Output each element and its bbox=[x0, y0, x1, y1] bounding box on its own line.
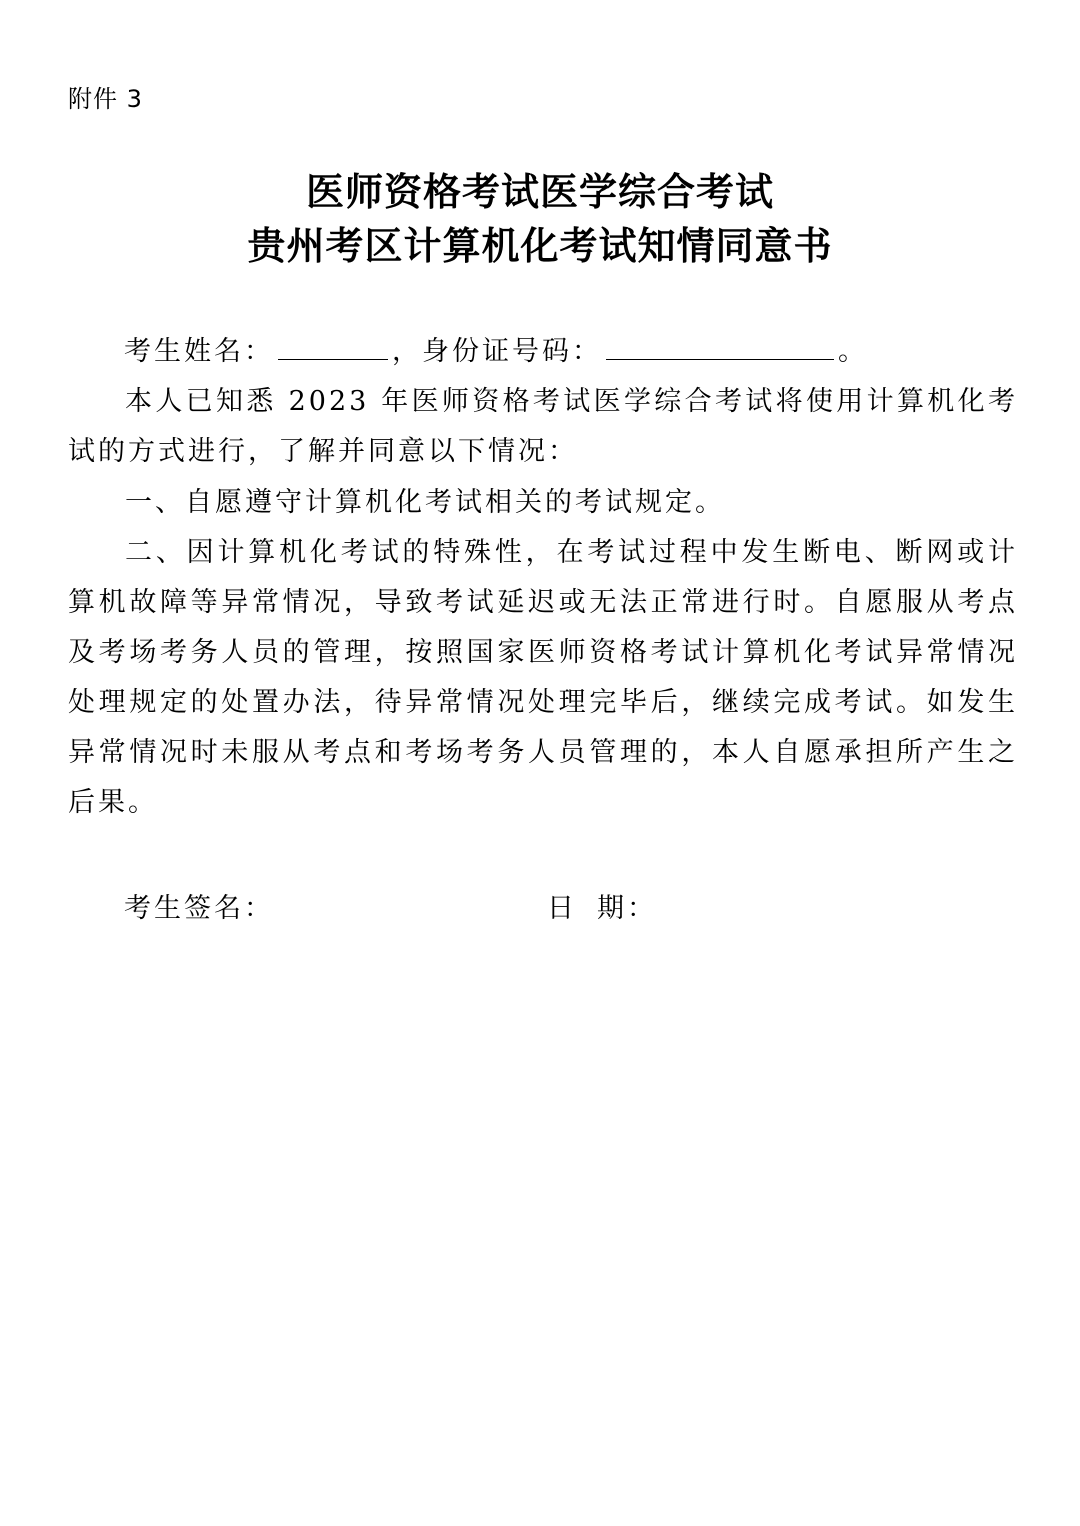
date-label-char2: 期： bbox=[597, 893, 657, 924]
document-title-line1: 医师资格考试医学综合考试 bbox=[305, 169, 774, 214]
name-label: 考生姓名： bbox=[124, 336, 274, 367]
document-title-line2: 贵州考区计算机化考试知情同意书 bbox=[247, 223, 833, 268]
candidate-info-line bbox=[124, 327, 868, 377]
intro-paragraph: 本人已知悉 2023 年医师资格考试医学综合考试将使用计算机化考试的方式进行，了解并同意以下情况： bbox=[68, 386, 1018, 467]
id-number-blank-field[interactable] bbox=[606, 329, 834, 360]
attachment-label: 附件 3 bbox=[68, 85, 143, 113]
end-mark: 。 bbox=[838, 336, 868, 367]
date-label-char1: 日 bbox=[547, 893, 577, 924]
id-number-label: ，身份证号码： bbox=[392, 336, 602, 367]
clause-two: 二、因计算机化考试的特殊性，在考试过程中发生断电、断网或计算机故障等异常情况，导致考试延迟或无法正常进行时。自愿服从考点及考场考务人员的管理，按照国家医师资格考试计算机化考试异常情况处理规定的处置办法，待异常情况处理完毕后，继续完成考试。如发生异常情况时未服从考点和考场考务人员管理的，本人自愿承担所产生之后果。 bbox=[68, 537, 1018, 818]
clause-one: 一、自愿遵守计算机化考试相关的考试规定。 bbox=[125, 487, 725, 518]
candidate-signature-label: 考生签名： bbox=[124, 893, 274, 924]
date-label bbox=[547, 884, 657, 934]
name-blank-field[interactable] bbox=[278, 329, 388, 360]
